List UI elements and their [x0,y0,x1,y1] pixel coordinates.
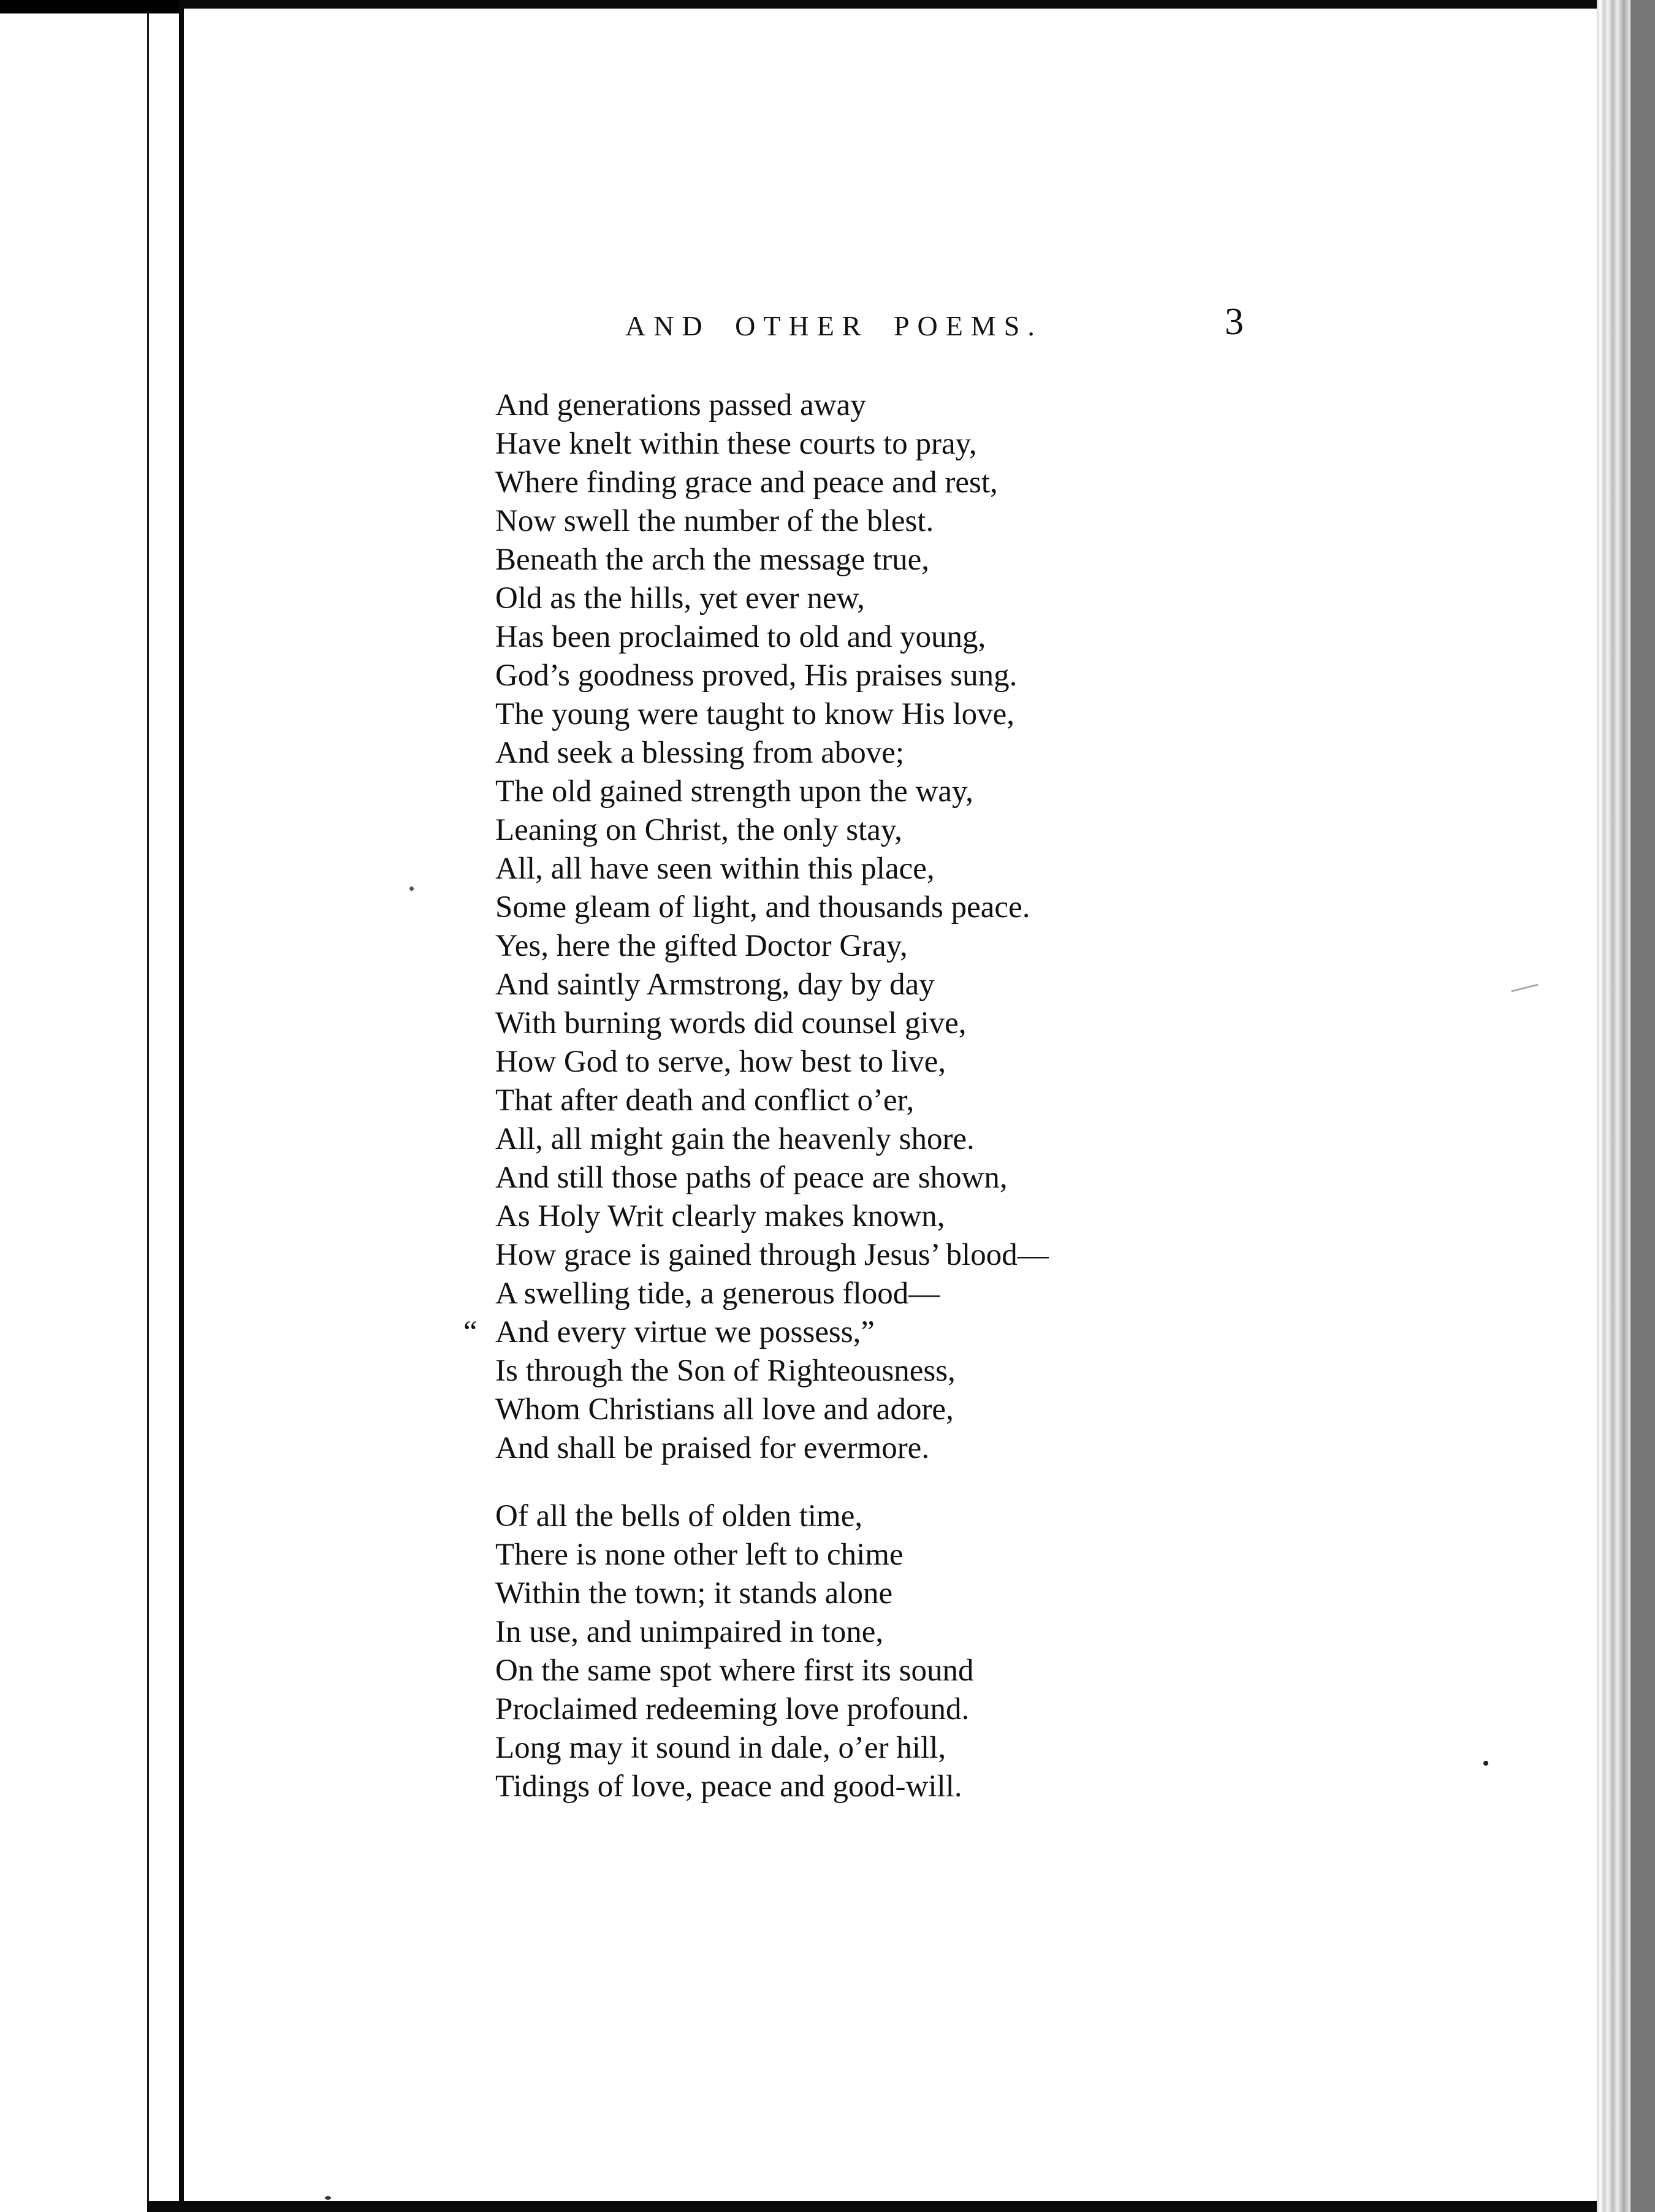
verse-line: Beneath the arch the message true, [495,543,930,577]
verse-line: Is through the Son of Righteousness, [495,1354,956,1388]
verse-line: Where finding grace and peace and rest, [495,465,998,500]
verse-line: Now swell the number of the blest. [495,504,934,538]
verse-line: All, all have seen within this place, [495,852,935,886]
paper-speck [409,887,414,891]
paper-speck [325,2196,331,2200]
verse-line: Within the town; it stands alone [495,1576,893,1611]
verse-line: The young were taught to know His love, [495,697,1015,731]
verse-line: As Holy Writ clearly makes known, [495,1199,945,1234]
verse-line-quoted [463,1313,1049,1352]
binding-line [179,0,184,2212]
page-top-edge [0,0,1655,9]
verse-line: Yes, here the gifted Doctor Gray, [495,929,908,963]
stanza-2 [495,1497,973,1806]
verse-line: That after death and conflict o’er, [495,1083,915,1118]
page-top-edge-left [0,0,184,13]
page-bottom-edge [147,2201,1655,2212]
binding-line-thin [147,12,149,2201]
verse-line: Whom Christians all love and adore, [495,1392,954,1427]
paper-speck [1483,1761,1488,1766]
verse-line: Proclaimed redeeming love profound. [495,1692,970,1726]
verse-line: And still those paths of peace are shown, [495,1161,1008,1195]
verse-line: With burning words did counsel give, [495,1006,967,1040]
open-quote-mark: “ [463,1315,477,1349]
verse-line: How grace is gained through Jesus’ blood— [495,1238,1049,1272]
verse-line: In use, and unimpaired in tone, [495,1615,884,1649]
paper-mark [1511,984,1538,993]
verse-line: God’s goodness proved, His praises sung. [495,658,1018,693]
stanza-1 [463,386,1049,1468]
verse-line: Tidings of love, peace and good-will. [495,1769,962,1804]
verse-line: Old as the hills, yet ever new, [495,581,865,616]
verse-line: Some gleam of light, and thousands peace. [495,890,1030,925]
verse-line: And seek a blessing from above; [495,736,905,770]
running-header: AND OTHER POEMS. [625,310,1043,341]
verse-line: And saintly Armstrong, day by day [495,967,935,1002]
verse-line: And generations passed away [495,388,866,422]
page-stack-shadow [1630,0,1655,2212]
verse-line: Long may it sound in dale, o’er hill, [495,1731,946,1765]
verse-line: All, all might gain the heavenly shore. [495,1122,975,1156]
verse-line: Of all the bells of olden time, [495,1499,863,1533]
verse-line: The old gained strength upon the way, [495,774,973,809]
verse-line: Leaning on Christ, the only stay, [495,813,902,847]
verse-line: How God to serve, how best to live, [495,1045,946,1079]
verse-line: Has been proclaimed to old and young, [495,620,986,654]
verse-line: And shall be praised for evermore. [495,1431,930,1465]
verse-line: Have knelt within these courts to pray, [495,427,977,461]
verse-line: There is none other left to chime [495,1538,904,1572]
page-number: 3 [1225,301,1244,343]
verse-line-text: And every virtue we possess,” [495,1315,875,1349]
verse-line: A swelling tide, a generous flood— [495,1276,940,1311]
verse-line: On the same spot where first its sound [495,1653,974,1688]
